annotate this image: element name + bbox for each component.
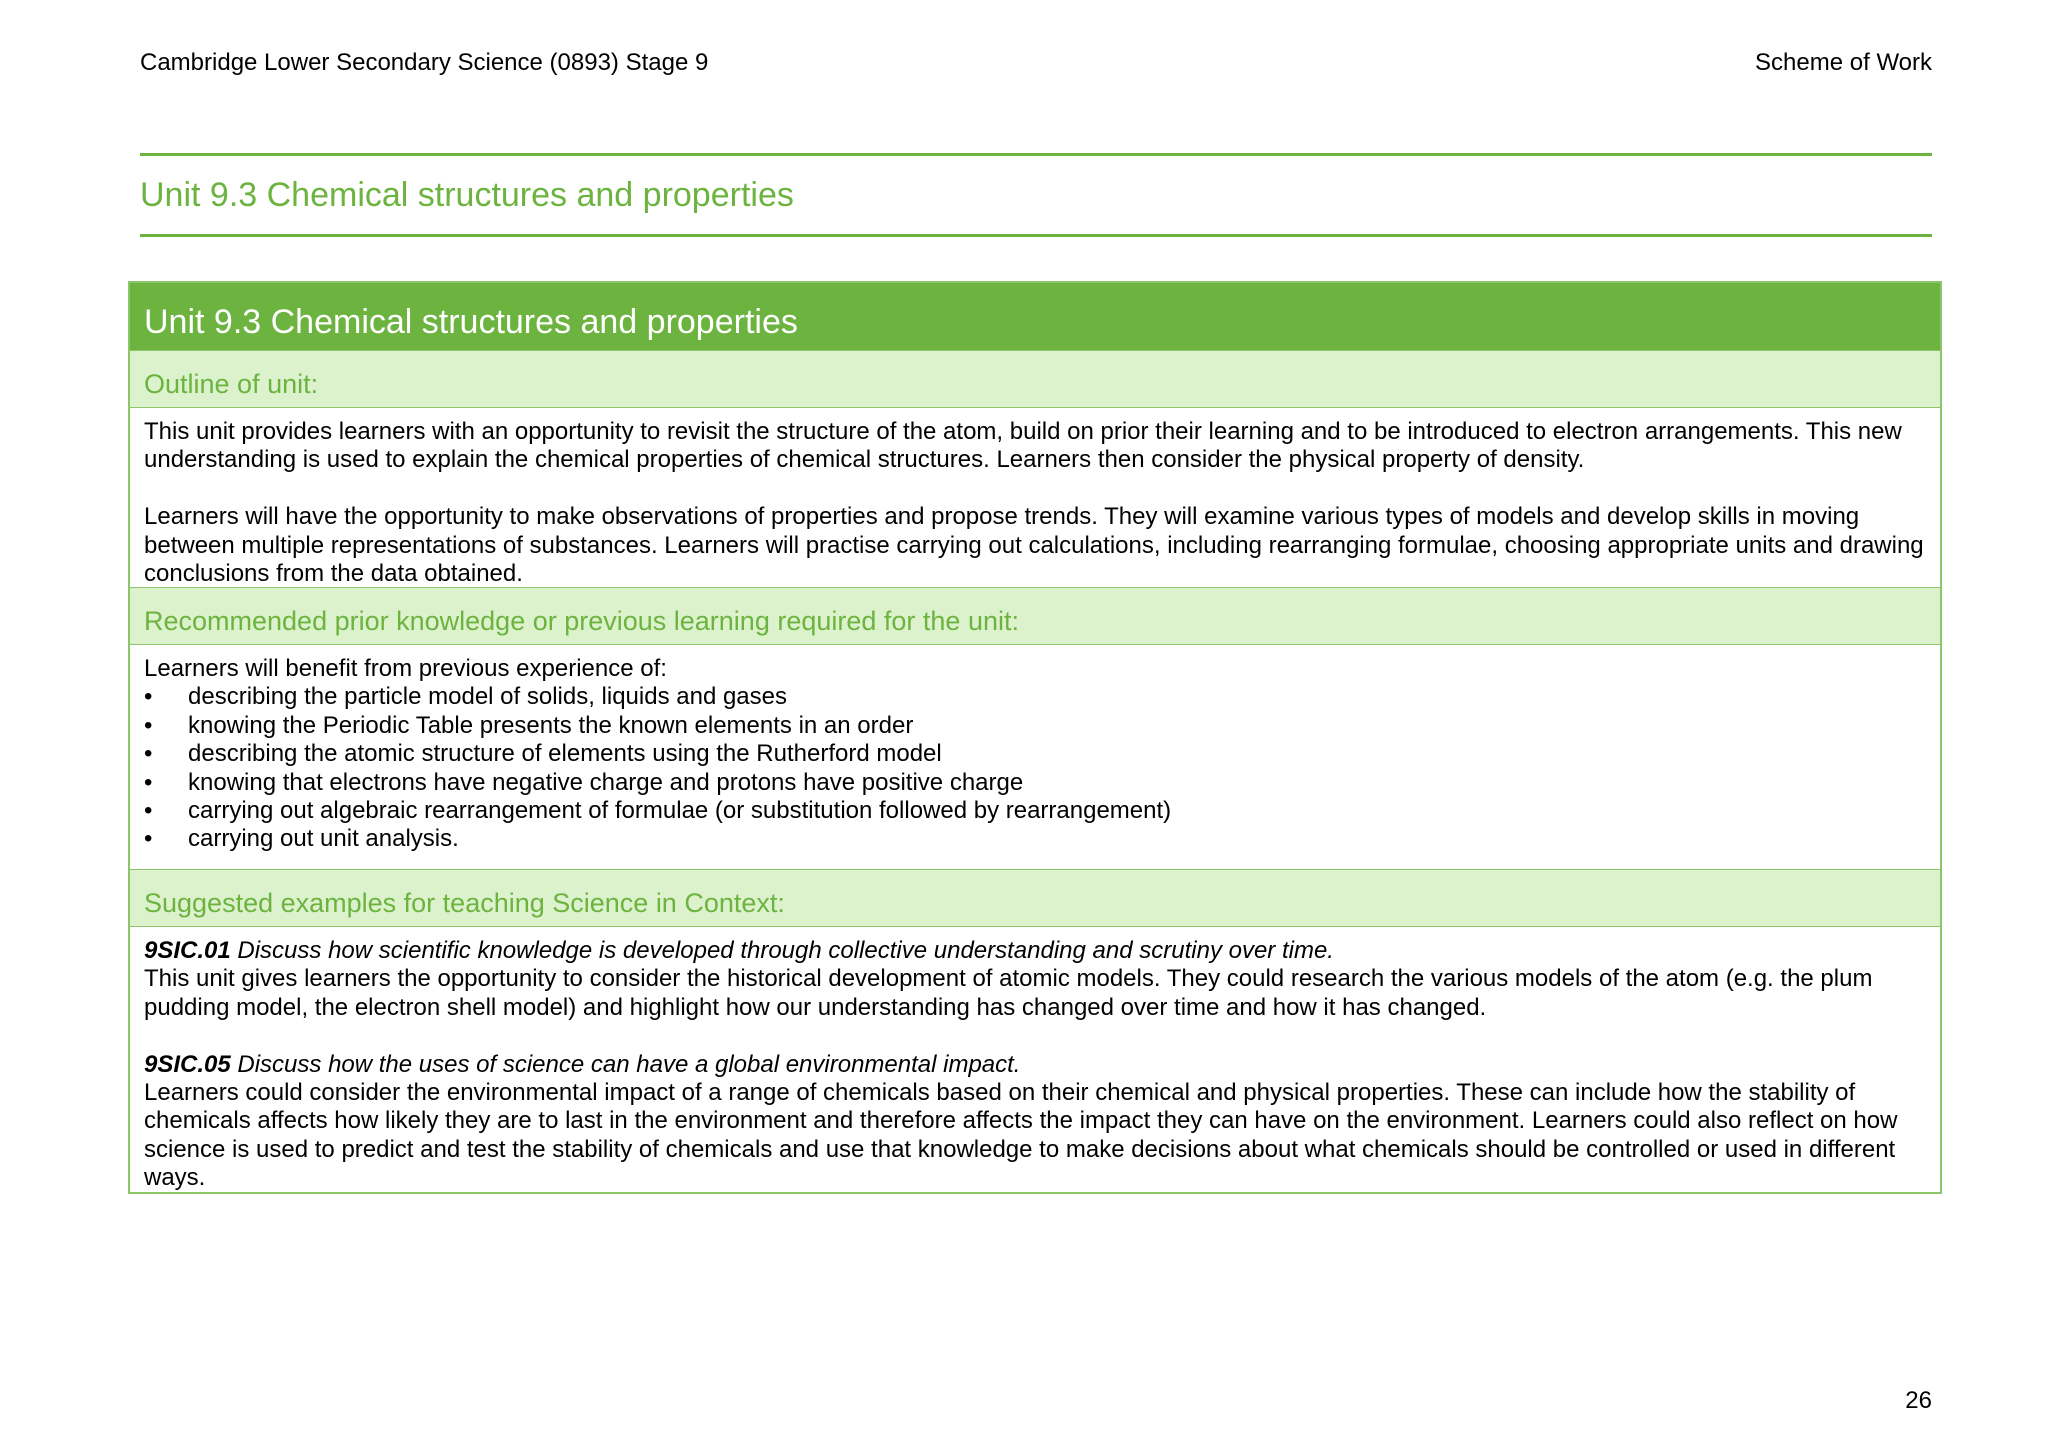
context-example-title xyxy=(144,937,1926,965)
prior-knowledge-list xyxy=(144,683,1926,853)
page-number: 26 xyxy=(1905,1387,1932,1414)
outline-heading: Outline of unit: xyxy=(130,350,1940,408)
outline-body xyxy=(130,408,1940,587)
context-example-title xyxy=(144,1051,1926,1079)
context-code: 9SIC.01 xyxy=(144,937,231,964)
document-header-title: Cambridge Lower Secondary Science (0893) Stage 9 xyxy=(140,49,709,76)
top-divider xyxy=(140,153,1932,156)
outline-paragraph: Learners will have the opportunity to make observations of properties and propose trends. They will examine various types of models and develop skills in moving between multiple representations of substances. Learners will practise carrying out calculations, including rearranging formulae, choosing appropriate units and drawing conclusions from the data obtained. xyxy=(144,503,1924,588)
unit-overview-box xyxy=(128,281,1942,1194)
list-item: • knowing the Periodic Table presents the known elements in an order xyxy=(144,712,1926,740)
unit-box-title: Unit 9.3 Chemical structures and properties xyxy=(130,283,1940,350)
prior-knowledge-heading: Recommended prior knowledge or previous learning required for the unit: xyxy=(130,587,1940,645)
list-item: • carrying out algebraic rearrangement of formulae (or substitution followed by rearrangement) xyxy=(144,797,1926,825)
context-statement: Discuss how scientific knowledge is developed through collective understanding and scrutiny over time. xyxy=(237,937,1334,964)
context-statement: Discuss how the uses of science can have a global environmental impact. xyxy=(237,1050,1021,1078)
outline-paragraph: This unit provides learners with an opportunity to revisit the structure of the atom, build on prior their learning and to be introduced to electron arrangements. This new understanding is used to explain the chemical properties of chemical structures. Learners then consider the physical property of density. xyxy=(144,418,1902,474)
science-in-context-heading: Suggested examples for teaching Science in Context: xyxy=(130,869,1940,927)
list-item: • describing the particle model of solids, liquids and gases xyxy=(144,683,1926,711)
science-in-context-body xyxy=(130,927,1940,1193)
prior-knowledge-body xyxy=(130,645,1940,869)
unit-heading: Unit 9.3 Chemical structures and properties xyxy=(140,176,794,214)
context-example-text: Learners could consider the environmental impact of a range of chemicals based on their chemical and physical properties. These can include how the stability of chemicals affects how likely they are to last in the environment and therefore affects the impact they can have on the environment. Learners could also reflect on how science is used to predict and test the stability of chemicals and use that knowledge to make decisions about what chemicals should be controlled or used in different ways. xyxy=(144,1079,1898,1192)
list-item: • describing the atomic structure of elements using the Rutherford model xyxy=(144,740,1926,768)
bottom-divider xyxy=(140,234,1932,237)
context-code: 9SIC.05 xyxy=(144,1050,231,1078)
list-item: • carrying out unit analysis. xyxy=(144,825,1926,853)
context-example-text: This unit gives learners the opportunity to consider the historical development of atomic models. They could research the various models of the atom (e.g. the plum pudding model, the electron shell model) and highlight how our understanding has changed over time and how it has changed. xyxy=(144,965,1873,1021)
list-item: • knowing that electrons have negative charge and protons have positive charge xyxy=(144,769,1926,797)
document-header-type: Scheme of Work xyxy=(1755,49,1932,76)
prior-knowledge-intro: Learners will benefit from previous experience of: xyxy=(144,655,667,682)
